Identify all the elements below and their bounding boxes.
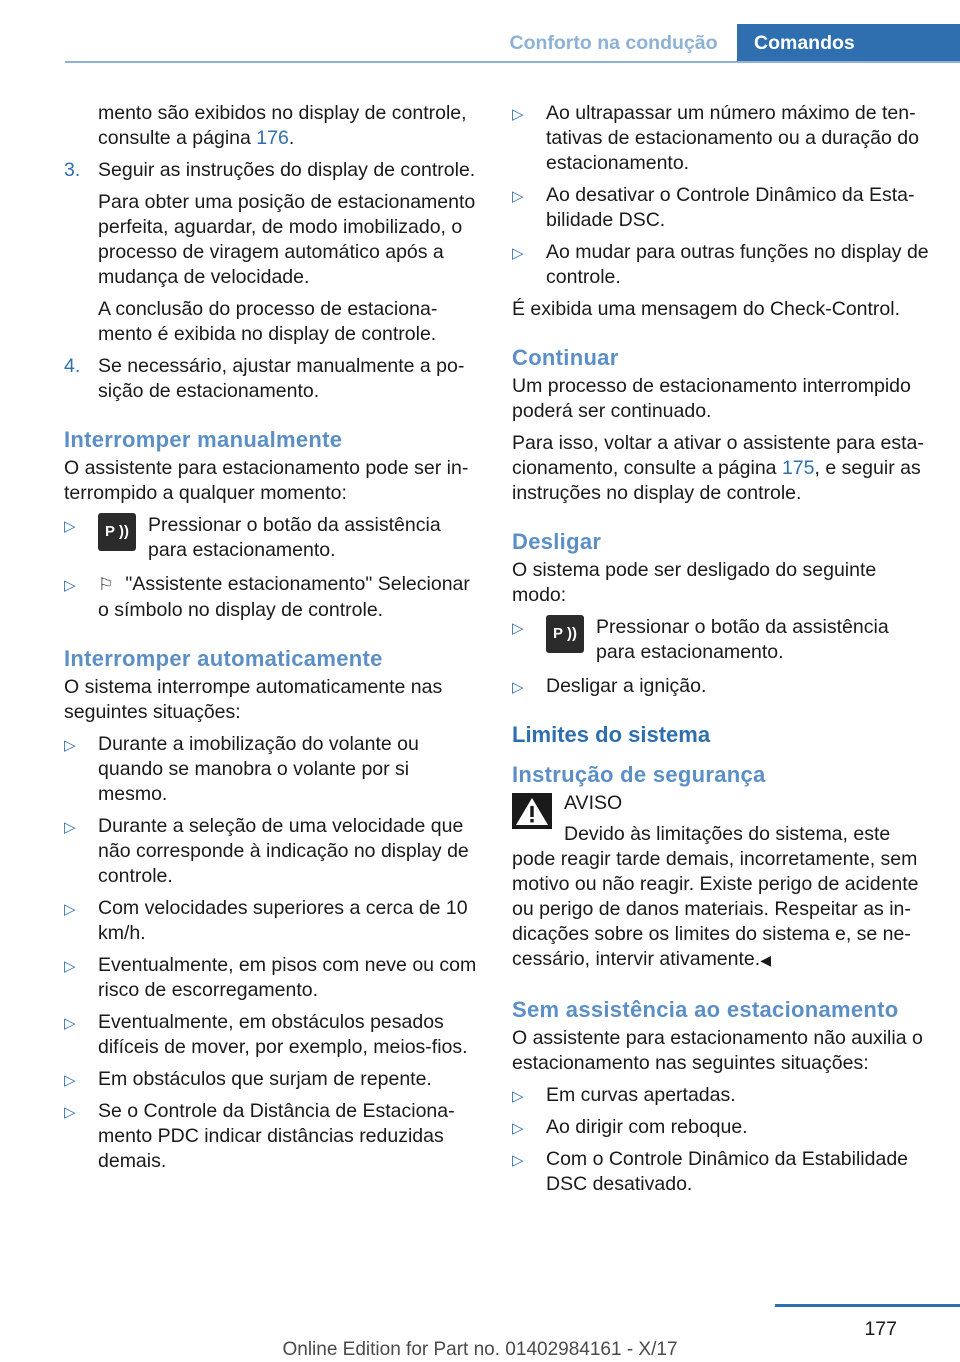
bullet-text: "Assistente estacionamento" Selecionar o símbolo no display de controle. (98, 573, 470, 621)
triangle-right-icon: ▷ (512, 187, 524, 205)
bullet-text: Ao ultrapassar um número máximo de tentativas de estacionamento ou a duração do estacionamento. (546, 102, 919, 174)
bullet-item (64, 896, 480, 946)
triangle-right-icon: ▷ (64, 957, 76, 975)
paragraph: O assistente para estacionamento não auxilia o estacionamento nas seguintes situações: (512, 1027, 923, 1074)
triangle-right-icon: ▷ (512, 678, 524, 696)
warning-block (512, 791, 930, 974)
bullet-item (64, 513, 480, 565)
continued-paragraph (64, 101, 480, 151)
bullet-text: Eventualmente, em pisos com neve ou com risco de escorregamento. (98, 954, 477, 1001)
bullet-item (64, 953, 480, 1003)
warning-title: AVISO (564, 792, 623, 814)
end-mark-icon: ◀ (760, 953, 771, 969)
bullet-item (64, 572, 480, 623)
paragraph: O sistema pode ser desligado do seguinte modo: (512, 559, 877, 606)
bullet-text: Se o Controle da Distância de Estacionamento PDC indicar distâncias reduzidas demais. (98, 1100, 455, 1172)
step-text: A conclusão do processo de estacionamento é exibida no display de controle. (98, 298, 438, 345)
step-number: 4. (64, 355, 81, 377)
bullet-text: Pressionar o botão da assistência para estacionamento. (148, 514, 441, 561)
triangle-right-icon: ▷ (64, 517, 76, 535)
page-number: 177 (864, 1318, 897, 1340)
heading-system-limits: Limites do sistema (512, 722, 711, 747)
step-4 (64, 354, 480, 404)
bullet-item (64, 1099, 480, 1174)
right-column (512, 101, 930, 1204)
bullet-item (512, 674, 930, 699)
bullet-text: Ao mudar para outras funções no display de controle. (546, 241, 929, 288)
warning-triangle-icon (512, 793, 552, 829)
step-3 (64, 158, 480, 347)
bullet-item (512, 101, 930, 176)
step-text: Se necessário, ajustar manualmente a posição de estacionamento. (98, 355, 465, 402)
page-link-176[interactable]: 176 (256, 127, 289, 149)
footer-rule (775, 1304, 960, 1307)
chapter-tab[interactable]: Comandos (737, 24, 960, 62)
bullet-text: Durante a seleção de uma velocidade que não corresponde à indicação no display de controle. (98, 815, 469, 887)
bullet-text: Ao dirigir com reboque. (546, 1116, 748, 1138)
triangle-right-icon: ▷ (512, 244, 524, 262)
triangle-right-icon: ▷ (512, 105, 524, 123)
triangle-right-icon: ▷ (512, 1087, 524, 1105)
paragraph-text: mento são exibidos no display de controle, consulte a página (98, 102, 467, 149)
section-tab[interactable]: Conforto na condução (509, 32, 718, 54)
bullet-item (64, 1067, 480, 1092)
park-assist-button-icon: P )) (546, 615, 584, 653)
triangle-right-icon: ▷ (64, 1014, 76, 1032)
bullet-item (512, 1115, 930, 1140)
bullet-text: Em curvas apertadas. (546, 1084, 736, 1106)
bullet-item (64, 814, 480, 889)
step-number: 3. (64, 159, 81, 181)
step-text: Seguir as instruções do display de controle. (98, 159, 476, 181)
bullet-item (512, 615, 930, 667)
triangle-right-icon: ▷ (64, 900, 76, 918)
paragraph: O sistema interrompe automaticamente nas seguintes situações: (64, 676, 443, 723)
triangle-right-icon: ▷ (64, 736, 76, 754)
bullet-text: Ao desativar o Controle Dinâmico da Estabilidade DSC. (546, 184, 915, 231)
bullet-item (512, 1147, 930, 1197)
bullet-text: Pressionar o botão da assistência para estacionamento. (596, 616, 889, 663)
triangle-right-icon: ▷ (64, 1071, 76, 1089)
paragraph-text: . (288, 127, 295, 149)
bullet-item (512, 240, 930, 290)
paragraph: É exibida uma mensagem do Check-Control. (512, 298, 901, 320)
bullet-text: Em obstáculos que surjam de repente. (98, 1068, 432, 1090)
warning-text: Devido às limitações do sistema, este (564, 823, 891, 845)
bullet-item (64, 1010, 480, 1060)
heading-off: Desligar (512, 529, 602, 554)
triangle-right-icon: ▷ (64, 1103, 76, 1121)
bullet-item (512, 1083, 930, 1108)
park-assist-button-icon: P )) (98, 513, 136, 551)
header-rule (65, 61, 960, 63)
bullet-text: Eventualmente, em obstáculos pesados difíceis de mover, por exemplo, meios-fios. (98, 1011, 468, 1058)
page-header (0, 24, 960, 62)
triangle-right-icon: ▷ (512, 1119, 524, 1137)
paragraph (512, 431, 930, 506)
bullet-item (64, 732, 480, 807)
paragraph: O assistente para estacionamento pode ser interrompido a qualquer momento: (64, 457, 469, 504)
triangle-right-icon: ▷ (64, 818, 76, 836)
heading-manual-interrupt: Interromper manualmente (64, 427, 343, 452)
paragraph-text: , e seguir as instruções no display de controle. (512, 457, 921, 504)
heading-auto-interrupt: Interromper automaticamente (64, 646, 383, 671)
triangle-right-icon: ▷ (512, 1151, 524, 1169)
paragraph: Um processo de estacionamento interrompido poderá ser continuado. (512, 375, 911, 422)
bullet-text: Durante a imobilização do volante ou quando se manobra o volante por si mesmo. (98, 733, 419, 805)
warning-text-rest: pode reagir tarde demais, incorretamente, sem motivo ou não reagir. Existe perigo de acidente ou perigo de danos materiais. Respeitar as indicações sobre os limites do sistema e, se necessário, intervir ativamente. (512, 848, 919, 970)
bullet-text: Com velocidades superiores a cerca de 10 km/h. (98, 897, 468, 944)
warning-text (512, 847, 930, 974)
bullet-text: Com o Controle Dinâmico da Estabilidade DSC desativado. (546, 1148, 909, 1195)
bullet-item (512, 183, 930, 233)
paragraph-text: Para isso, voltar a ativar o assistente para estacionamento, consulte a página (512, 432, 924, 479)
page-link-175[interactable]: 175 (781, 457, 815, 479)
left-column (64, 101, 480, 1181)
heading-no-assist: Sem assistência ao estacionamento (512, 997, 899, 1022)
step-text: Para obter uma posição de estacionamento perfeita, aguardar, de modo imobilizado, o processo de viragem automático após a mudança de velocidade. (98, 191, 476, 288)
triangle-right-icon: ▷ (512, 619, 524, 637)
triangle-right-icon: ▷ (64, 576, 76, 594)
edition-footer: Online Edition for Part no. 01402984161 - X/17 (282, 1339, 678, 1360)
park-assist-symbol-icon: ⚐ (98, 575, 114, 595)
heading-continue: Continuar (512, 345, 619, 370)
heading-safety: Instrução de segurança (512, 762, 766, 787)
bullet-text: Desligar a ignição. (546, 675, 707, 697)
